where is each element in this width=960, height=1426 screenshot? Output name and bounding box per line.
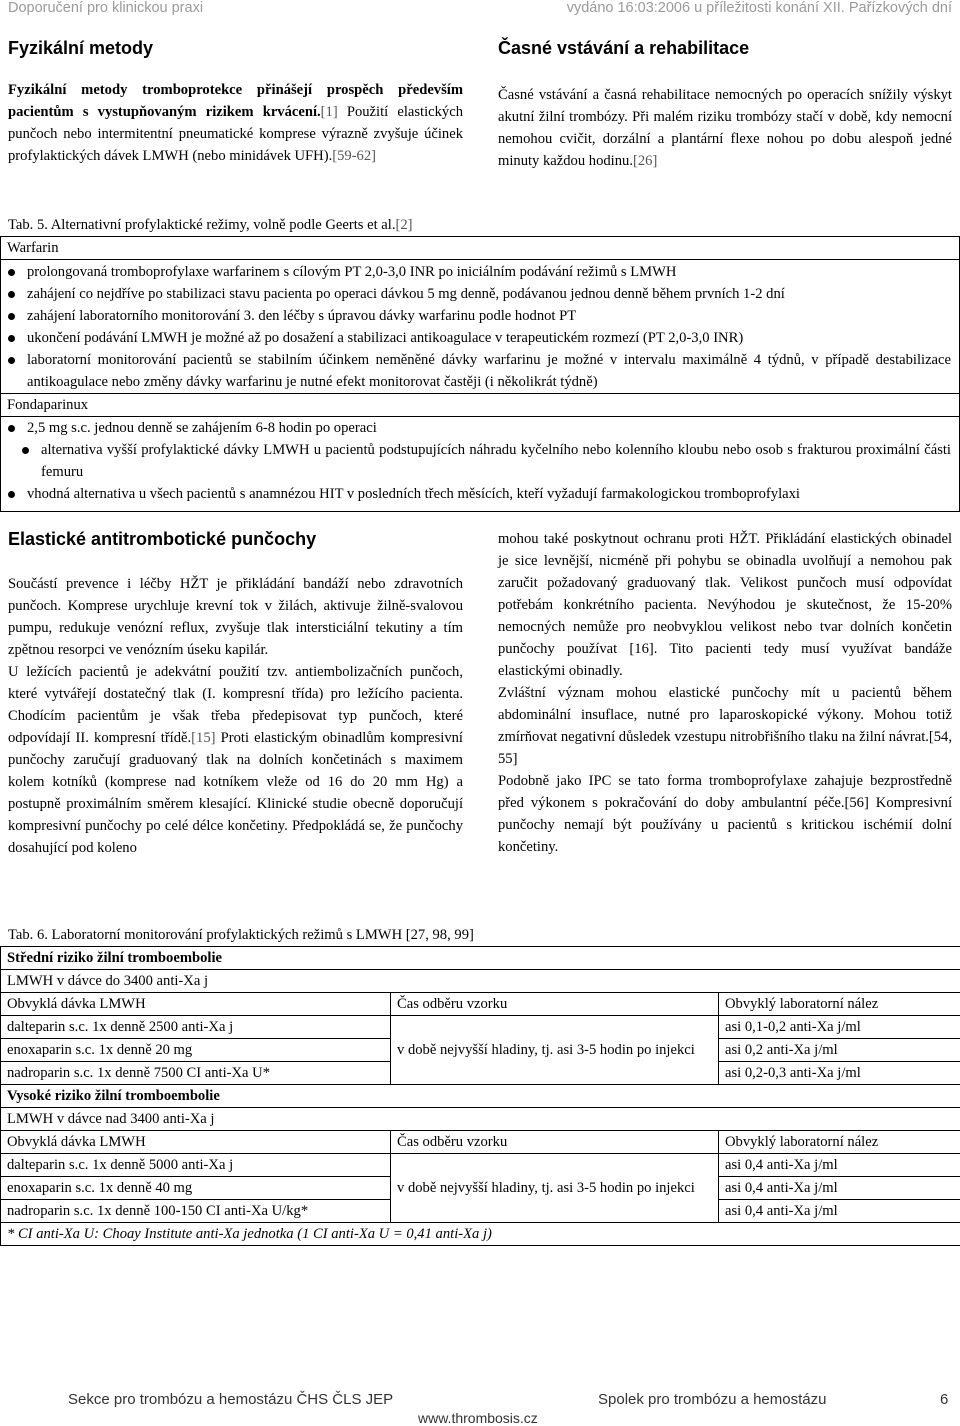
physical-paragraph bbox=[8, 79, 463, 167]
section-title-physical: Fyzikální metody bbox=[8, 38, 154, 58]
tab5-caption-text: Tab. 5. Alternativní profylaktické režimy, volně podle Geerts et al. bbox=[8, 217, 396, 233]
sample-time-cell: v době nejvyšší hladiny, tj. asi 3-5 hodin po injekci bbox=[391, 1016, 719, 1085]
list-item: alternativa vyšší profylaktické dávky LMWH u pacientů podstupujících náhradu kyčelního nebo kolenního kloubu nebo osob s frakturou proximální části femuru bbox=[1, 439, 959, 483]
table-row: nadroparin s.c. 1x denně 100-150 CI anti-Xa U/kg* asi 0,4 anti-Xa j/ml bbox=[1, 1200, 960, 1223]
warfarin-title: Warfarin bbox=[1, 237, 959, 260]
table-row: LMWH v dávce do 3400 anti-Xa j bbox=[1, 970, 960, 993]
citation: [26] bbox=[632, 153, 658, 169]
citation: [59-62] bbox=[332, 148, 377, 164]
column-header: Obvyklá dávka LMWH bbox=[1, 1131, 391, 1154]
bullet-icon bbox=[8, 357, 15, 364]
early-mobilization-text: Časné vstávání a časná rehabilitace nemocných po operacích snížily výskyt akutní žilní trombózy. Při malém riziku trombózy stačí v době, kdy nemocní nemohou cvičit, dorzální a plantární flexe nohou po dobu alespoň jedné minuty každou hodinu. bbox=[498, 87, 952, 169]
table-row: Střední riziko žilní tromboembolie bbox=[1, 947, 960, 970]
list-item: ukončení podávání LMWH je možné až po dosažení a stabilizaci antikoagulace v terapeutickém rozmezí (PT 2,0-3,0 INR) bbox=[1, 327, 959, 349]
sample-time-cell: v době nejvyšší hladiny, tj. asi 3-5 hodin po injekci bbox=[391, 1154, 719, 1223]
physical-text: Použití elastických punčoch nebo intermitentní pneumatické komprese výrazně zvyšuje účinek profylaktických dávek LMWH (nebo minidávek UFH). bbox=[8, 104, 463, 164]
bullet-icon bbox=[22, 447, 29, 454]
bullet-icon bbox=[8, 313, 15, 320]
column-header: Čas odběru vzorku bbox=[391, 993, 719, 1016]
table-header-row bbox=[1, 993, 960, 1016]
header-right: vydáno 16:03:2006 u příležitosti konání XII. Pařízkových dní bbox=[566, 0, 952, 16]
table-row: dalteparin s.c. 1x denně 5000 anti-Xa j v době nejvyšší hladiny, tj. asi 3-5 hodin po injekci asi 0,4 anti-Xa j/ml bbox=[1, 1154, 960, 1177]
fondaparinux-title: Fondaparinux bbox=[1, 393, 959, 417]
table-row: LMWH v dávce nad 3400 anti-Xa j bbox=[1, 1108, 960, 1131]
table-header-row bbox=[1, 1131, 960, 1154]
elastic-left-column bbox=[8, 573, 463, 859]
table-row: nadroparin s.c. 1x denně 7500 CI anti-Xa U* asi 0,2-0,3 anti-Xa j/ml bbox=[1, 1062, 960, 1085]
table-row: enoxaparin s.c. 1x denně 20 mg asi 0,2 anti-Xa j/ml bbox=[1, 1039, 960, 1062]
footer-left: Sekce pro trombózu a hemostázu ČHS ČLS JEP bbox=[68, 1391, 394, 1408]
citation: [2] bbox=[395, 217, 413, 233]
section-title-early-mobilization: Časné vstávání a rehabilitace bbox=[498, 38, 750, 58]
bullet-icon bbox=[8, 425, 15, 432]
elastic-paragraph-5: Podobně jako IPC se tato forma tromboprofylaxe zahajuje bezprostředně před výkonem s pokračování do doby ambulantní péče.[56] Kompresivní punčochy nemají být používány u pacientů s kritickou ischémií dolní končetiny. bbox=[498, 773, 952, 855]
elastic-paragraph-1: Součástí prevence i léčby HŽT je přikládání bandáží nebo zdravotních punčoch. Komprese urychluje krevní tok v žilách, aktivuje žilně-svalovou pumpu, redukuje venózní reflux, zvyšuje tlak intersticiální tekutiny a tím zpětnou resorpci ve venózním úseku kapilár. bbox=[8, 576, 463, 658]
elastic-paragraph-3: mohou také poskytnout ochranu proti HŽT. Přikládání elastických obinadel je sice levnější, nicméně při pohybu se obinadla uvolňují a nemohou pak zaručit požadovaný graduovaný tlak. Velikost punčoch musí odpovídat potřebám konkrétního pacienta. Nevýhodou je skutečnost, že 15-20% nemocných nemůže pro neobvyklou velikost nebo tvar dolních končetin punčochy používat [16]. Tito pacienti tedy musí využívat bandáže elastickými obinadly. bbox=[498, 531, 952, 679]
list-item: prolongovaná tromboprofylaxe warfarinem s cílovým PT 2,0-3,0 INR po iniciálním podávání režimů s LMWH bbox=[1, 261, 959, 283]
section-title-elastic-stockings: Elastické antitrombotické punčochy bbox=[8, 529, 317, 549]
bullet-icon bbox=[8, 335, 15, 342]
list-item: zahájení co nejdříve po stabilizaci stavu pacienta po operaci dávkou 5 mg denně, podávanou jednou denně během prvních 1-2 dní bbox=[1, 283, 959, 305]
table-footnote: * CI anti-Xa U: Choay Institute anti-Xa jednotka (1 CI anti-Xa U = 0,41 anti-Xa j) bbox=[1, 1223, 960, 1246]
list-item: zahájení laboratorního monitorování 3. den léčby s úpravou dávky warfarinu podle hodnot PT bbox=[1, 305, 959, 327]
tab6-caption: Tab. 6. Laboratorní monitorování profylaktických režimů s LMWH [27, 98, 99] bbox=[8, 927, 474, 943]
list-item: 2,5 mg s.c. jednou denně se zahájením 6-8 hodin po operaci bbox=[1, 417, 959, 439]
citation: [15] bbox=[191, 730, 216, 746]
page-number: 6 bbox=[940, 1391, 949, 1408]
footer-right: Spolek pro trombózu a hemostázu bbox=[598, 1391, 827, 1408]
table-row: enoxaparin s.c. 1x denně 40 mg asi 0,4 anti-Xa j/ml bbox=[1, 1177, 960, 1200]
tab5-box bbox=[0, 236, 960, 512]
column-header: Obvyklá dávka LMWH bbox=[1, 993, 391, 1016]
column-header: Obvyklý laboratorní nález bbox=[719, 993, 960, 1016]
early-mobilization-paragraph bbox=[498, 84, 952, 172]
bullet-icon bbox=[8, 491, 15, 498]
footer-link[interactable]: www.thrombosis.cz bbox=[418, 1410, 538, 1426]
elastic-paragraph-4: Zvláštní význam mohou elastické punčochy mít u pacientů během abdominální insuflace, nutné pro laparoskopické výkony. Mohou totiž zmírňovat negativní důsledek vzestupu nitrobřišního tlaku na žilní návrat.[54, 55] bbox=[498, 685, 952, 767]
physical-bold-text: Fyzikální metody tromboprotekce přinášejí prospěch především pacientům s vystupňovaným rizikem krvácení. bbox=[8, 82, 463, 120]
tab5-caption bbox=[8, 215, 413, 235]
list-item: vhodná alternativa u všech pacientů s anamnézou HIT v posledních třech měsících, kteří vyžadují farmakologickou tromboprofylaxi bbox=[1, 483, 959, 505]
table-row: dalteparin s.c. 1x denně 2500 anti-Xa j v době nejvyšší hladiny, tj. asi 3-5 hodin po injekci asi 0,1-0,2 anti-Xa j/ml bbox=[1, 1016, 960, 1039]
citation: [1] bbox=[320, 104, 338, 120]
header-left: Doporučení pro klinickou praxi bbox=[8, 0, 204, 16]
bullet-icon bbox=[8, 269, 15, 276]
table-row: Vysoké riziko žilní tromboembolie bbox=[1, 1085, 960, 1108]
column-header: Obvyklý laboratorní nález bbox=[719, 1131, 960, 1154]
tab6-table bbox=[0, 946, 960, 1246]
elastic-right-column bbox=[498, 528, 952, 858]
elastic-paragraph-2: U ležících pacientů je adekvátní použití tzv. antiembolizačních punčoch, které vytvářejí dostatečný tlak (I. kompresní třída) pro ležícího pacienta. Chodícím pacientům je však třeba předepisovat typ punčoch, které odpovídají II. kompresní třídě.[15] Proti elastickým obinadlům kompresivní punčochy zaručují graduovaný tlak na dolních končetinách s maximem kolem kotníků (komprese nad kotníkem vleže od 16 do 20 mm Hg) a postupně proximálním směrem klesající. Klinické studie obecně doporučují kompresivní punčochy po celé délce končetiny. Předpokládá se, že punčochy dosahující pod koleno bbox=[8, 664, 463, 856]
column-header: Čas odběru vzorku bbox=[391, 1131, 719, 1154]
bullet-icon bbox=[8, 291, 15, 298]
list-item: laboratorní monitorování pacientů se stabilním účinkem neměněné dávky warfarinu je možné v intervalu maximálně 4 týdnů, v případě destabilizace antikoagulace nebo změny dávky warfarinu je nutné efekt monitorovat častěji (i několikrát týdně) bbox=[1, 349, 959, 393]
